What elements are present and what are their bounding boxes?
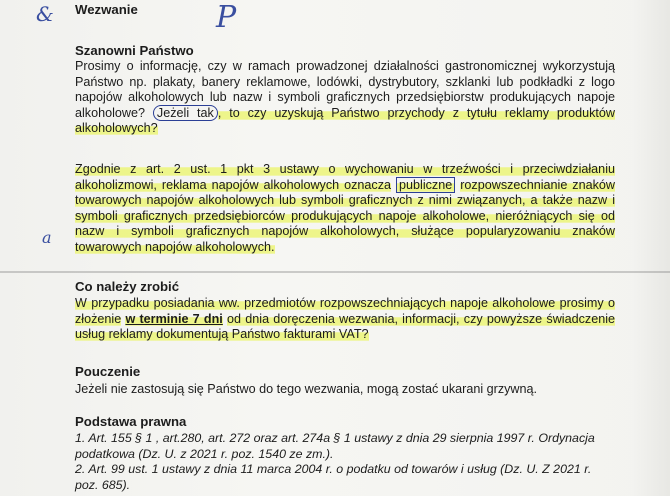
- salutation-heading: Szanowni Państwo: [75, 43, 194, 58]
- paragraph-notice: Jeżeli nie zastosują się Państwo do tego wezwania, mogą zostać ukarani grzywną.: [75, 382, 538, 396]
- legal-basis-item-1: 1. Art. 155 § 1 , art.280, art. 272 oraz art. 274a § 1 ustawy z dnia 29 sierpnia 1997 r. Ordynacja podatkowa (Dz. U. z 2021 r. poz. 1540 ze zm.).: [75, 431, 595, 461]
- document-title: Wezwanie: [75, 2, 138, 17]
- circled-phrase: Jeżeli tak: [153, 105, 218, 121]
- todo-heading: Co należy zrobić: [75, 279, 180, 294]
- legal-basis-heading: Podstawa prawna: [75, 414, 187, 429]
- scan-edge-shadow: [632, 0, 670, 496]
- todo-text-end: od dnia doręczenia wezwania, informacji, czy powyższe świadczenie usług reklamy dokumentują Państwo fakturami VAT?: [75, 311, 616, 341]
- paragraph-todo: [75, 296, 615, 343]
- notice-heading: Pouczenie: [75, 364, 141, 379]
- handwritten-letter-p: P: [216, 0, 237, 35]
- definition-text-end: rozpowszechnianie znaków towarowych napojów alkoholowych lub symboli graficznych z nimi związanych, a także nazw i symboli graficznych przedsiębiorców produkujących napoje alkoholowe, nieróżniących się od nazw i symboli graficznych napojów alkoholowych, służące popularyzowaniu znaków towarowych napojów alkoholowych.: [75, 177, 616, 254]
- paragraph-request: [75, 59, 615, 137]
- margin-handwritten-mark: &: [36, 2, 54, 26]
- legal-basis-item-2: 2. Art. 99 ust. 1 ustawy z dnia 11 marca 2004 r. o podatku od towarów i usług (Dz. U. Z 2021 r. poz. 685).: [75, 462, 592, 492]
- boxed-word: publiczne: [396, 177, 455, 193]
- section-request: [75, 43, 615, 137]
- section-notice: [75, 364, 615, 398]
- section-legal-basis: [75, 414, 615, 493]
- definition-text-start: Zgodnie z art. 2 ust. 1 pkt 3 ustawy o wychowaniu w trzeźwości i przeciwdziałaniu alkoholizmowi, reklama napojów alkoholowych oznacza: [75, 162, 615, 192]
- highlighted-question: , to czy uzyskują Państwo przychody z tytułu reklamy produktów alkoholowych?: [75, 105, 615, 135]
- page-fold-line: [0, 271, 670, 273]
- todo-text-start: W przypadku posiadania ww. przedmiotów rozpowszechniających napoje alkoholowe prosimy o złożenie: [75, 296, 615, 326]
- paragraph-definition: [75, 162, 615, 255]
- section-todo: [75, 279, 615, 343]
- paragraph-request-text: Prosimy o informację, czy w ramach prowadzonej działalności gastronomicznej wykorzystują Państwo np. plakaty, banery reklamowe, lodówki, dystrybutory, szklanki lub podkładki z logo napojów alkoholowych lub nazw i symboli graficznych przedsiębiorstw produkujących napoje alkoholowe?: [75, 59, 615, 120]
- deadline-text: w terminie 7 dni: [125, 311, 223, 326]
- margin-handwritten-mark-2: a: [42, 228, 52, 247]
